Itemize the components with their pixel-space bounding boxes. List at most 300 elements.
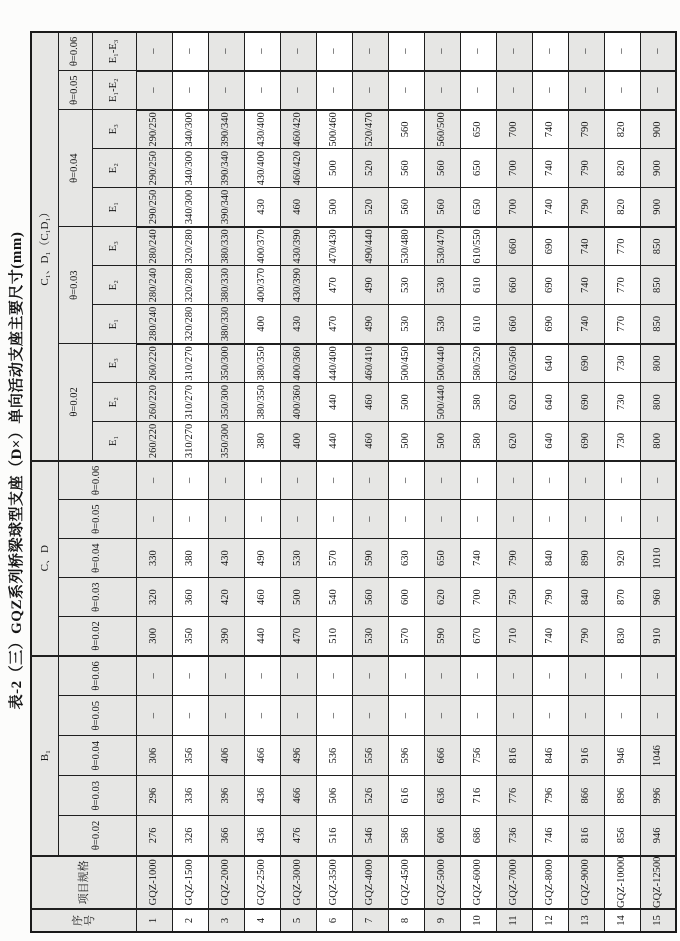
data-cell: 620 [496,383,532,422]
data-cell: 560 [388,110,424,149]
data-cell: 276 [136,816,172,856]
header-theta-cd: θ=0.06 [58,461,136,500]
data-cell: 650 [424,539,460,578]
data-cell: 320/280 [172,266,208,305]
data-cell: 740 [532,188,568,227]
header-group-b1: B₁ [31,656,58,856]
data-cell: – [640,461,676,500]
spec-cell: GQZ-7000 [496,856,532,909]
data-cell: 700 [460,578,496,617]
data-cell: 640 [532,422,568,461]
data-cell: – [460,461,496,500]
data-cell: – [280,71,316,110]
data-cell: 620 [496,422,532,461]
header-theta-b1: θ=0.05 [58,696,136,736]
data-cell: – [388,71,424,110]
spec-cell: GQZ-1000 [136,856,172,909]
data-cell: – [172,500,208,539]
row-number-cell: 8 [388,909,424,932]
data-cell: 816 [568,816,604,856]
spec-table [30,31,677,933]
row-number-cell: 6 [316,909,352,932]
header-theta-b1: θ=0.02 [58,816,136,856]
data-cell: 650 [460,149,496,188]
header-group-c1d1: C₁、D₁（C₁D₁） [31,32,58,461]
row-number-cell: 4 [244,909,280,932]
data-cell: 900 [640,149,676,188]
data-cell: 440 [316,422,352,461]
table-row [172,32,208,932]
data-cell: 340/300 [172,149,208,188]
data-cell: 320/280 [172,227,208,266]
data-cell: – [496,461,532,500]
data-cell: 560 [388,149,424,188]
data-cell: – [244,500,280,539]
data-cell: 690 [568,344,604,383]
data-cell: – [352,500,388,539]
data-cell: 580/520 [460,344,496,383]
row-number-cell: 7 [352,909,388,932]
data-cell: 390/340 [208,188,244,227]
header-xuhao: 序号 [31,909,136,932]
data-cell: 366 [208,816,244,856]
data-cell: 460 [352,422,388,461]
data-cell: 716 [460,776,496,816]
data-cell: 870 [604,578,640,617]
data-cell: 380/350 [244,383,280,422]
data-cell: – [532,32,568,71]
table-row [316,32,352,932]
data-cell: – [280,500,316,539]
data-cell: 776 [496,776,532,816]
data-cell: 910 [640,617,676,656]
data-cell: 530 [352,617,388,656]
data-cell: – [496,500,532,539]
data-cell: 396 [208,776,244,816]
data-cell: 620 [424,578,460,617]
data-cell: 700 [496,149,532,188]
header-group-cd: C、D [31,461,58,656]
data-cell: 350/300 [208,383,244,422]
data-cell: 790 [568,110,604,149]
data-cell: 300 [136,617,172,656]
data-cell: – [172,32,208,71]
header-e-label: E₁-E₂ [92,71,136,110]
data-cell: – [208,71,244,110]
data-cell: 610/550 [460,227,496,266]
data-cell: 820 [604,149,640,188]
data-cell: 610 [460,305,496,344]
data-cell: – [172,71,208,110]
data-cell: 800 [640,383,676,422]
data-cell: 740 [568,266,604,305]
header-e-label: E₃ [92,110,136,149]
data-cell: 520 [352,188,388,227]
data-cell: 596 [388,736,424,776]
data-cell: – [388,696,424,736]
data-cell: 340/300 [172,188,208,227]
data-cell: 336 [172,776,208,816]
header-theta-b1: θ=0.04 [58,736,136,776]
data-cell: 690 [568,383,604,422]
data-cell: – [352,656,388,696]
data-cell: 500/450 [388,344,424,383]
data-cell: 400/370 [244,227,280,266]
row-number-cell: 10 [460,909,496,932]
data-cell: 800 [640,344,676,383]
data-cell: 660 [496,227,532,266]
data-cell: – [244,461,280,500]
data-cell: 710 [496,617,532,656]
data-cell: 560 [424,149,460,188]
data-cell: 796 [532,776,568,816]
data-cell: 790 [496,539,532,578]
data-cell: 536 [316,736,352,776]
data-cell: 360 [172,578,208,617]
data-cell: 290/250 [136,149,172,188]
header-theta-cd: θ=0.04 [58,539,136,578]
data-cell: 740 [568,227,604,266]
data-cell: 280/240 [136,227,172,266]
data-cell: – [352,461,388,500]
row-number-cell: 2 [172,909,208,932]
data-cell: 846 [532,736,568,776]
data-cell: 326 [172,816,208,856]
row-number-cell: 13 [568,909,604,932]
data-cell: 800 [640,422,676,461]
data-cell: 400 [244,305,280,344]
data-cell: 460/420 [280,110,316,149]
data-cell: – [280,656,316,696]
data-cell: – [244,696,280,736]
data-cell: 466 [280,776,316,816]
data-cell: 690 [532,227,568,266]
data-cell: – [208,696,244,736]
data-cell: 690 [568,422,604,461]
data-cell: 436 [244,776,280,816]
data-cell: 590 [352,539,388,578]
data-cell: – [208,500,244,539]
data-cell: – [460,656,496,696]
data-cell: – [352,32,388,71]
data-cell: 736 [496,816,532,856]
data-cell: 500 [280,578,316,617]
table-row [496,32,532,932]
data-cell: 440/400 [316,344,352,383]
data-cell: – [532,71,568,110]
header-e-label: E₂ [92,383,136,422]
data-cell: 430/400 [244,110,280,149]
data-cell: 630 [388,539,424,578]
data-cell: – [388,500,424,539]
data-cell: – [316,656,352,696]
data-cell: 850 [640,266,676,305]
data-cell: 500/460 [316,110,352,149]
data-cell: – [532,461,568,500]
data-cell: 896 [604,776,640,816]
data-cell: – [640,696,676,736]
data-cell: 440 [244,617,280,656]
spec-cell: GQZ-2000 [208,856,244,909]
data-cell: – [136,71,172,110]
data-cell: – [496,656,532,696]
data-cell: – [532,696,568,736]
data-cell: 260/220 [136,383,172,422]
data-cell: 430 [208,539,244,578]
data-cell: 390/340 [208,110,244,149]
data-cell: 500/440 [424,383,460,422]
data-cell: 616 [388,776,424,816]
data-cell: 856 [604,816,640,856]
data-cell: 260/220 [136,422,172,461]
header-theta-b1: θ=0.06 [58,656,136,696]
data-cell: – [208,656,244,696]
data-cell: – [244,71,280,110]
spec-cell: GQZ-9000 [568,856,604,909]
data-cell: – [424,500,460,539]
data-cell: 610 [460,266,496,305]
data-cell: 640 [532,344,568,383]
data-cell: 636 [424,776,460,816]
data-cell: 770 [604,266,640,305]
data-cell: 280/240 [136,305,172,344]
data-cell: 946 [604,736,640,776]
data-cell: 1010 [640,539,676,578]
data-cell: 730 [604,422,640,461]
data-cell: – [316,461,352,500]
data-cell: – [280,461,316,500]
table-row [532,32,568,932]
data-cell: 496 [280,736,316,776]
data-cell: 740 [532,149,568,188]
data-cell: 320 [136,578,172,617]
data-cell: – [424,32,460,71]
header-theta-c1d1: θ=0.05 [58,71,92,110]
header-theta-cd: θ=0.02 [58,617,136,656]
table-row [136,32,172,932]
data-cell: 850 [640,227,676,266]
data-cell: – [136,500,172,539]
data-cell: 430/390 [280,266,316,305]
data-cell: 430 [280,305,316,344]
data-cell: 996 [640,776,676,816]
data-cell: 530 [388,305,424,344]
data-cell: – [640,656,676,696]
data-cell: 490 [352,266,388,305]
data-cell: 400/360 [280,383,316,422]
data-cell: 560 [388,188,424,227]
data-cell: 530/480 [388,227,424,266]
data-cell: – [532,656,568,696]
data-cell: 740 [532,617,568,656]
spec-cell: GQZ-4500 [388,856,424,909]
data-cell: 600 [388,578,424,617]
data-cell: 660 [496,305,532,344]
data-cell: 380 [244,422,280,461]
spec-cell: GQZ-1500 [172,856,208,909]
data-cell: 406 [208,736,244,776]
data-cell: 556 [352,736,388,776]
data-cell: 520 [352,149,388,188]
header-e-label: E₃ [92,227,136,266]
data-cell: 530 [424,266,460,305]
data-cell: 850 [640,305,676,344]
data-cell: 686 [460,816,496,856]
data-cell: – [496,696,532,736]
data-cell: 380/330 [208,227,244,266]
data-cell: 310/270 [172,344,208,383]
data-cell: 500 [316,149,352,188]
table-title: 表-2（三）GQZ系列桥梁球型支座（D×）单向活动支座主要尺寸(mm) [9,231,25,710]
data-cell: – [244,32,280,71]
data-cell: 350/300 [208,344,244,383]
data-cell: – [604,500,640,539]
data-cell: 520/470 [352,110,388,149]
data-cell: 690 [532,266,568,305]
data-cell: 530 [388,266,424,305]
data-cell: 290/250 [136,110,172,149]
table-row [568,32,604,932]
spec-cell: GQZ-3000 [280,856,316,909]
data-cell: 380/330 [208,266,244,305]
data-cell: – [424,696,460,736]
header-e-label: E₁-E₃ [92,32,136,71]
data-cell: 580 [460,422,496,461]
table-header [31,32,136,932]
data-cell: 1046 [640,736,676,776]
data-cell: – [424,461,460,500]
data-cell: – [604,71,640,110]
data-cell: 580 [460,383,496,422]
data-cell: 570 [316,539,352,578]
data-cell: 500 [424,422,460,461]
data-cell: 460/420 [280,149,316,188]
data-cell: 400 [280,422,316,461]
data-cell: 750 [496,578,532,617]
data-cell: 380/330 [208,305,244,344]
data-cell: 460/410 [352,344,388,383]
data-cell: 500 [388,383,424,422]
data-cell: 730 [604,344,640,383]
data-cell: 510 [316,617,352,656]
data-cell: 700 [496,188,532,227]
data-cell: 350 [172,617,208,656]
data-cell: 420 [208,578,244,617]
row-number-cell: 15 [640,909,676,932]
data-cell: 586 [388,816,424,856]
data-cell: – [172,656,208,696]
table-body [136,32,676,932]
data-cell: 840 [568,578,604,617]
data-cell: 530 [280,539,316,578]
data-cell: 900 [640,188,676,227]
data-cell: 290/250 [136,188,172,227]
data-cell: 440 [316,383,352,422]
header-theta-cd: θ=0.05 [58,500,136,539]
data-cell: 650 [460,188,496,227]
data-cell: 490 [244,539,280,578]
header-e-label: E₂ [92,266,136,305]
data-cell: 516 [316,816,352,856]
data-cell: 840 [532,539,568,578]
data-cell: 500 [388,422,424,461]
row-number-cell: 9 [424,909,460,932]
data-cell: 506 [316,776,352,816]
data-cell: 790 [568,149,604,188]
data-cell: 790 [568,188,604,227]
data-cell: 476 [280,816,316,856]
data-cell: 466 [244,736,280,776]
spec-cell: GQZ-4000 [352,856,388,909]
data-cell: 820 [604,110,640,149]
table-row [424,32,460,932]
data-cell: 590 [424,617,460,656]
data-cell: – [136,32,172,71]
table-row [208,32,244,932]
header-theta-c1d1: θ=0.03 [58,227,92,344]
data-cell: 960 [640,578,676,617]
data-cell: 670 [460,617,496,656]
data-cell: 946 [640,816,676,856]
data-cell: 260/220 [136,344,172,383]
spec-cell: GQZ-3500 [316,856,352,909]
data-cell: 380/350 [244,344,280,383]
data-cell: – [280,32,316,71]
data-cell: 390/340 [208,149,244,188]
row-number-cell: 5 [280,909,316,932]
data-cell: 740 [460,539,496,578]
data-cell: – [568,461,604,500]
data-cell: – [640,500,676,539]
data-cell: 920 [604,539,640,578]
data-cell: – [460,32,496,71]
data-cell: – [568,32,604,71]
data-cell: 490/440 [352,227,388,266]
data-cell: – [172,696,208,736]
data-cell: 460 [280,188,316,227]
data-cell: – [568,696,604,736]
data-cell: 356 [172,736,208,776]
data-cell: – [388,461,424,500]
data-cell: 900 [640,110,676,149]
spec-cell: GQZ-8000 [532,856,568,909]
data-cell: – [640,32,676,71]
data-cell: 350/300 [208,422,244,461]
data-cell: 546 [352,816,388,856]
data-cell: – [604,32,640,71]
data-cell: 306 [136,736,172,776]
data-cell: 470 [280,617,316,656]
data-cell: 560/500 [424,110,460,149]
spec-cell: GQZ-2500 [244,856,280,909]
data-cell: 400/360 [280,344,316,383]
data-cell: – [172,461,208,500]
data-cell: – [316,32,352,71]
data-cell: 640 [532,383,568,422]
data-cell: – [604,696,640,736]
data-cell: 816 [496,736,532,776]
data-cell: 916 [568,736,604,776]
data-cell: – [460,500,496,539]
row-number-cell: 3 [208,909,244,932]
data-cell: 660 [496,266,532,305]
row-number-cell: 11 [496,909,532,932]
data-cell: – [208,32,244,71]
data-cell: 530/470 [424,227,460,266]
data-cell: – [496,71,532,110]
data-cell: 460 [244,578,280,617]
data-cell: – [640,71,676,110]
